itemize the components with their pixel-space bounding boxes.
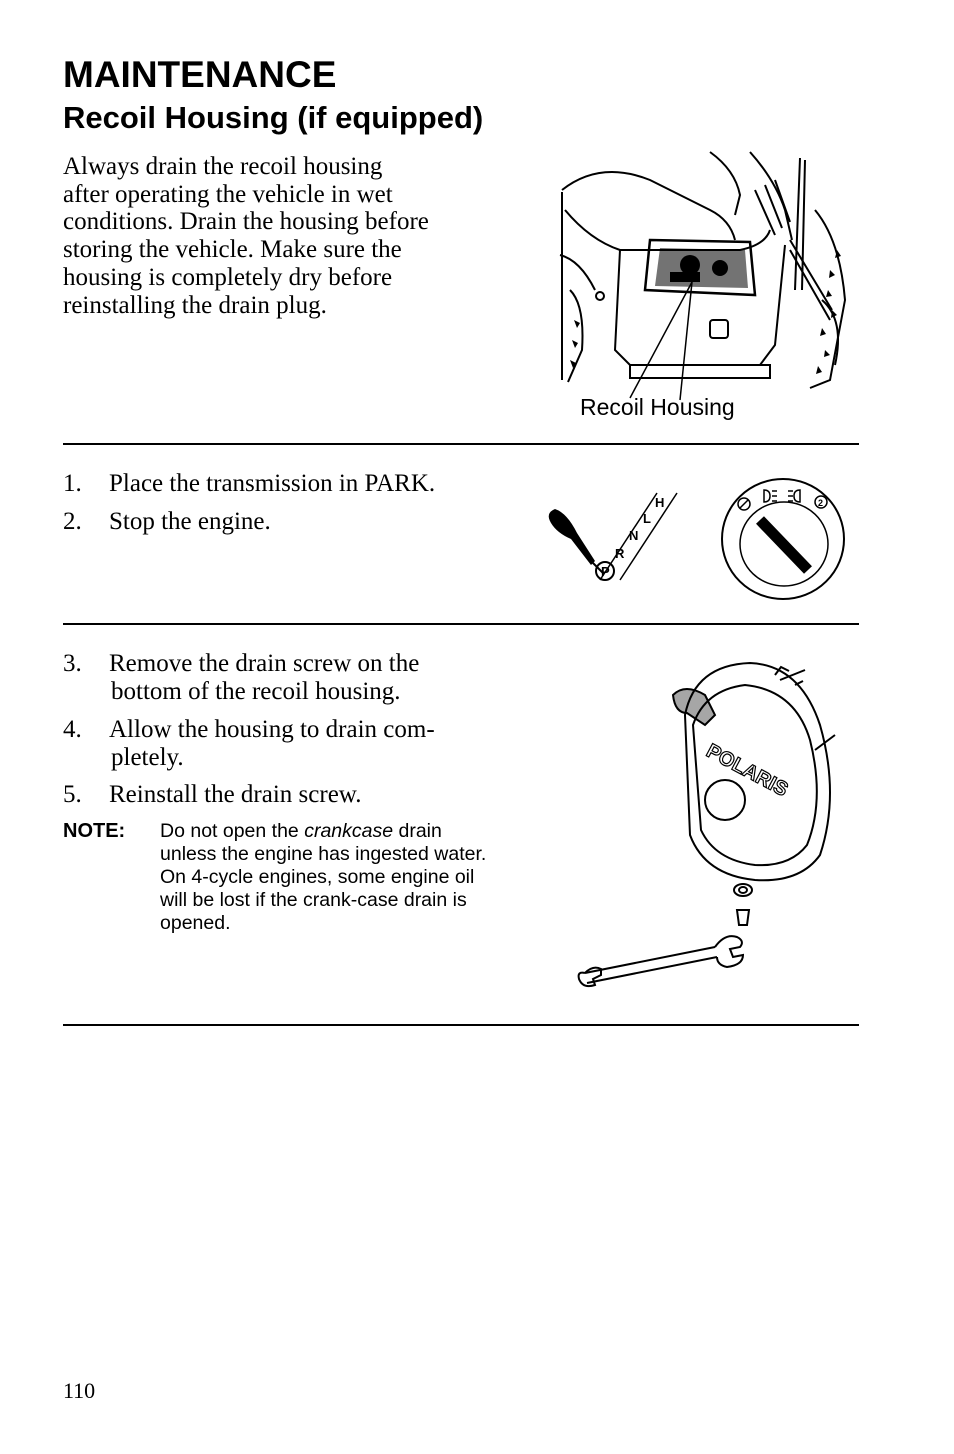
step-text: Stop the engine. <box>109 508 271 535</box>
section-title: MAINTENANCE <box>63 54 337 95</box>
intro-line: after operating the vehicle in wet <box>63 180 393 208</box>
step-text-continued: pletely. <box>111 743 184 771</box>
note-block <box>63 820 503 935</box>
note-label: NOTE: <box>63 820 126 842</box>
figure-caption-recoil-housing: Recoil Housing <box>580 394 735 420</box>
gear-label-p: P <box>601 564 610 579</box>
atv-side-view-illustration <box>560 150 852 392</box>
step-text: Reinstall the drain screw. <box>109 781 362 808</box>
step-number: 1. <box>63 470 82 497</box>
step-text-continued: bottom of the recoil housing. <box>111 677 401 705</box>
recoil-housing-wrench-illustration <box>575 655 840 995</box>
step-number: 2. <box>63 508 82 535</box>
note-text-italic: crankcase <box>304 820 394 842</box>
intro-line: housing is completely dry before <box>63 263 393 291</box>
list-item <box>63 508 271 536</box>
step-text: Remove the drain screw on the <box>109 650 420 677</box>
step-number: 4. <box>63 716 82 743</box>
list-item <box>63 470 435 498</box>
list-item <box>63 781 493 809</box>
gear-label-l: L <box>643 511 651 526</box>
page-subtitle: Recoil Housing (if equipped) <box>63 100 484 135</box>
list-item <box>63 716 493 771</box>
note-text-before: Do not open the <box>160 820 305 842</box>
step-number: 5. <box>63 781 82 808</box>
intro-line: storing the vehicle. Make sure the <box>63 236 402 264</box>
gear-selector-illustration <box>545 485 695 585</box>
section-divider <box>63 1024 859 1026</box>
gear-label-r: R <box>615 546 625 561</box>
ignition-switch-illustration <box>720 478 850 600</box>
svg-text:2: 2 <box>818 498 824 508</box>
gear-label-h: H <box>655 495 665 510</box>
intro-line: conditions. Drain the housing before <box>63 208 429 236</box>
section-divider <box>63 443 859 445</box>
note-text <box>160 820 503 935</box>
intro-line: Always drain the recoil housing <box>63 153 383 180</box>
section-divider <box>63 623 859 625</box>
page-number: 110 <box>63 1378 96 1403</box>
step-text: Allow the housing to drain com- <box>109 716 435 743</box>
step-number: 3. <box>63 650 82 677</box>
polaris-brand-text: POLARIS <box>702 739 792 802</box>
step-text: Place the transmission in PARK. <box>109 470 436 497</box>
intro-line: reinstalling the drain plug. <box>63 291 327 319</box>
note-text-after: drain unless the engine has ingested water. On 4-cycle engines, some engine oil will be lost if the crank-case drain is opened. <box>160 820 487 934</box>
intro-paragraph <box>63 153 483 319</box>
gear-label-n: N <box>629 528 639 543</box>
list-item <box>63 650 493 705</box>
